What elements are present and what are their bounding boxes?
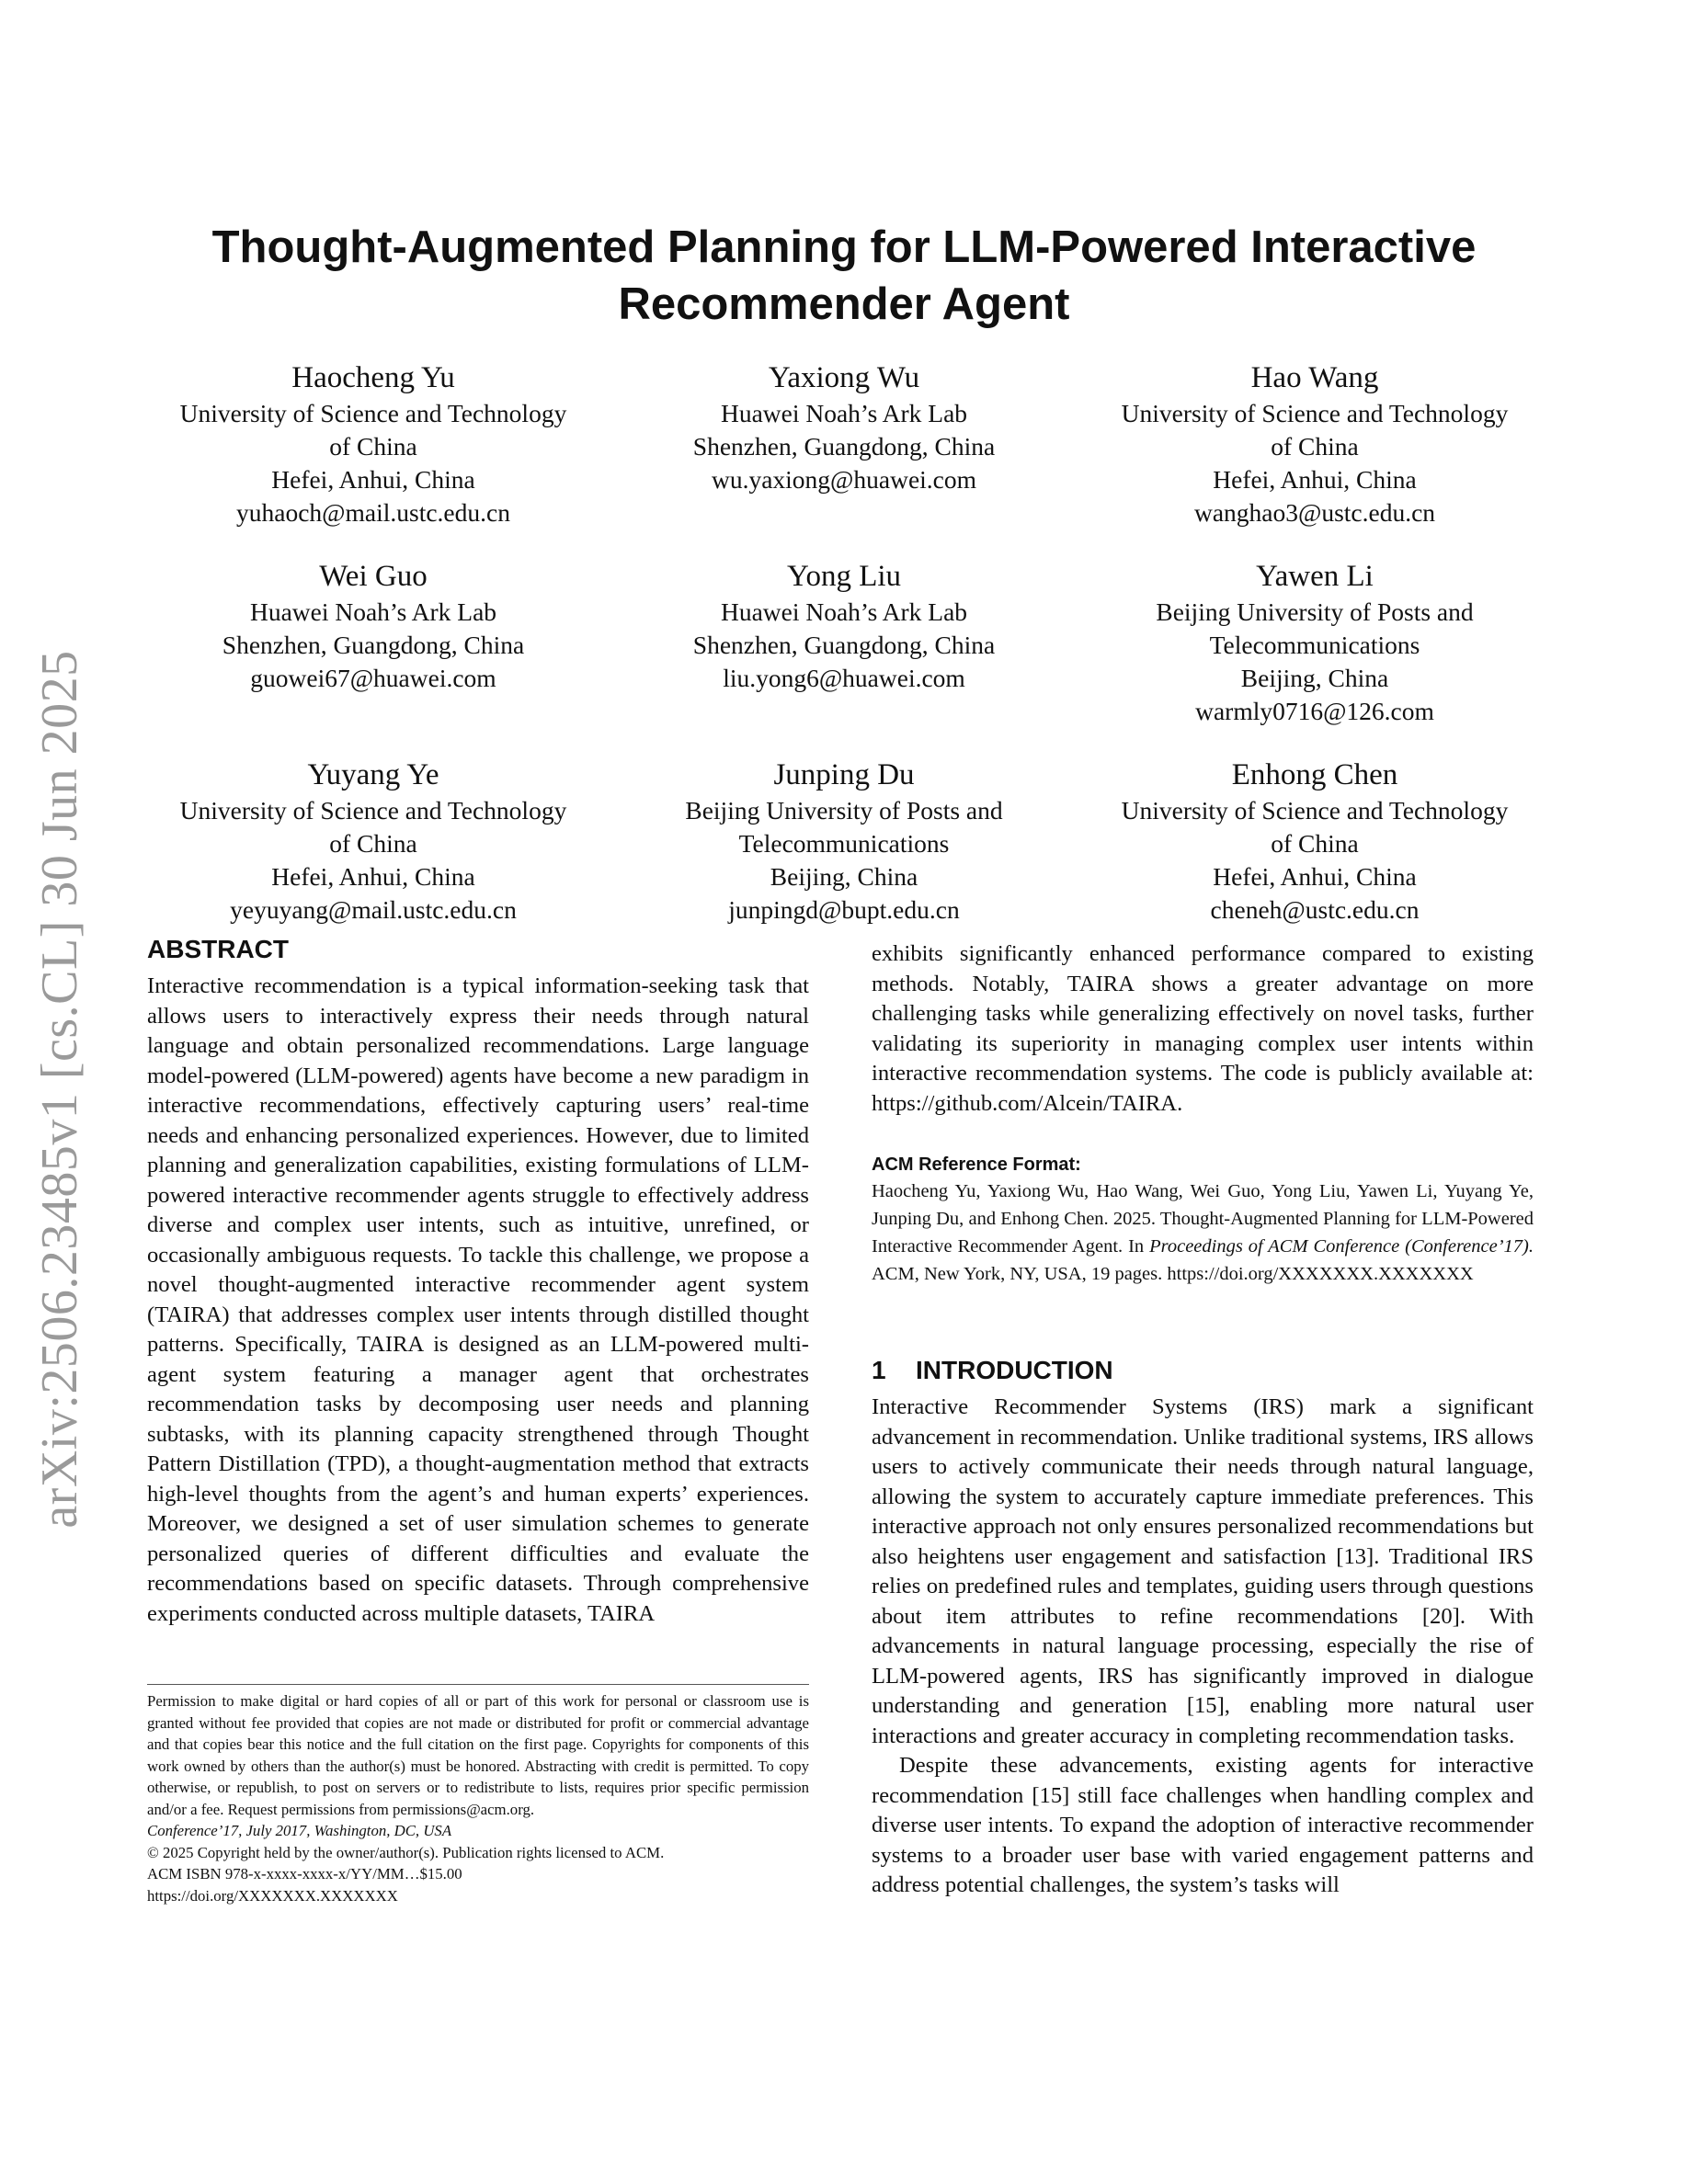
author-affiliation: Huawei Noah’s Ark Lab: [720, 399, 968, 427]
author-block: [138, 358, 1550, 927]
conference-info: Conference’17, July 2017, Washington, DC, USA: [147, 1822, 452, 1839]
author-location: Shenzhen, Guangdong, China: [692, 432, 996, 461]
author-email: junpingd@bupt.edu.cn: [728, 895, 960, 924]
author-affiliation: Telecommunications: [1209, 631, 1420, 659]
author-email: wanghao3@ustc.edu.cn: [1193, 498, 1436, 527]
introduction-paragraph: Interactive Recommender Systems (IRS) mark a significant advancement in recommendation. Unlike traditional systems, IRS allows users to actively communicate their needs through natural language, allowing the system to accurately capture immediate preferences. This interactive approach not only ensures personalized recommendations but also heightens user engagement and satisfaction [13]. Traditional IRS relies on predefined rules and templates, guiding users through questions about item attributes to refine recommendations [20]. With advancements in natural language processing, especially the rise of LLM-powered agents, IRS has significantly improved in dialogue understanding and generation [15], enabling more natural user interactions and greater accuracy in completing recommendation tasks.: [872, 1394, 1534, 1748]
abstract-text: Interactive recommendation is a typical information-seeking task that allows users to interactively express their needs through natural language and obtain personalized recommendations. Large language model-powered (LLM-powered) agents have become a new paradigm in interactive recommendations, effectively capturing users’ real-time needs and enhancing personalized experiences. However, due to limited planning and generalization capabilities, existing formulations of LLM-powered interactive recommender agents struggle to effectively address diverse and complex user intents, such as intuitive, unrefined, or occasionally ambiguous requests. To tackle this challenge, we propose a novel thought-augmented interactive recommender agent system (TAIRA) that addresses complex user intents through distilled thought patterns. Specifically, TAIRA is designed as an LLM-powered multi-agent system featuring a manager agent that orchestrates recommendation tasks by decomposing user needs and planning subtasks, with its planning capacity strengthened through Thought Pattern Distillation (TPD), a thought-augmentation method that extracts high-level thoughts from the agent’s and human experts’ experiences. Moreover, we designed a set of user simulation schemes to generate personalized queries of different difficulties and evaluate the recommendations based on specific datasets. Through comprehensive experiments conducted across multiple datasets, TAIRA: [147, 973, 809, 1626]
arxiv-identifier-text: arXiv:2506.23485v1 [cs.CL] 30 Jun 2025: [31, 650, 88, 1529]
copyright-footnote: [147, 1684, 809, 1906]
author-location: Hefei, Anhui, China: [1213, 862, 1417, 891]
author-affiliation: of China: [329, 829, 417, 858]
author-affiliation: of China: [329, 432, 417, 461]
abstract-text-continued: exhibits significantly enhanced performance compared to existing methods. Notably, TAIRA shows a greater advantage on more challenging tasks while generalizing effectively on novel tasks, further validating its superiority in managing complex user intents within interactive recommendation systems. The code is publicly available at: https://github.com/Alcein/TAIRA.: [872, 941, 1534, 1116]
author-affiliation: University of Science and Technology: [1121, 796, 1509, 825]
author-location: Beijing, China: [1240, 664, 1389, 692]
author-name: Hao Wang: [1250, 361, 1379, 394]
author-card: [1079, 756, 1550, 927]
acm-reference-heading: ACM Reference Format:: [872, 1155, 1081, 1175]
right-column: [872, 939, 1534, 1901]
author-affiliation: of China: [1271, 829, 1359, 858]
author-card: [138, 557, 609, 728]
author-card: [138, 756, 609, 927]
author-affiliation: Huawei Noah’s Ark Lab: [249, 597, 497, 626]
author-card: [1079, 358, 1550, 529]
author-affiliation: Beijing University of Posts and: [1156, 597, 1474, 626]
permission-notice: Permission to make digital or hard copies of all or part of this work for personal or classroom use is granted without fee provided that copies are not made or distributed for profit or commercial advantage and that copies bear this notice and the full citation on the first page. Copyrights for components of this work owned by others than the author(s) must be honored. Abstracting with credit is permitted. To copy otherwise, or republish, to post on servers or to redistribute to lists, requires prior specific permission and/or a fee. Request permissions from permissions@acm.org.: [147, 1692, 809, 1818]
doi-link[interactable]: https://doi.org/XXXXXXX.XXXXXXX: [147, 1886, 398, 1905]
author-email: cheneh@ustc.edu.cn: [1210, 895, 1420, 924]
paper-title: Thought-Augmented Planning for LLM-Powered Interactive Recommender Agent: [211, 222, 1477, 329]
author-email: liu.yong6@huawei.com: [723, 664, 965, 692]
left-column: [147, 933, 809, 1629]
copyright-notice: © 2025 Copyright held by the owner/author(s). Publication rights licensed to ACM.: [147, 1843, 665, 1861]
author-email: guowei67@huawei.com: [250, 664, 496, 692]
author-location: Hefei, Anhui, China: [1213, 465, 1417, 494]
author-affiliation: Huawei Noah’s Ark Lab: [720, 597, 968, 626]
section-title: INTRODUCTION: [916, 1356, 1113, 1384]
author-card: [609, 756, 1079, 927]
section-number: 1: [872, 1356, 886, 1384]
acm-reference-authors: Haocheng Yu, Yaxiong Wu, Hao Wang, Wei Guo, Yong Liu, Yawen Li, Yuyang Ye, Junping Du, and Enhong Chen. 2025. Thought-Augmented Planning for LLM-Powered Interactive Recommender Agent. In: [872, 1181, 1534, 1257]
author-name: Yuyang Ye: [307, 758, 439, 791]
author-card: [1079, 557, 1550, 728]
author-name: Yaxiong Wu: [768, 361, 920, 394]
author-name: Yong Liu: [786, 560, 902, 593]
introduction-heading: [872, 1354, 1534, 1387]
author-affiliation: University of Science and Technology: [1121, 399, 1509, 427]
introduction-paragraph: Despite these advancements, existing agents for interactive recommendation [15] still face challenges when handling complex and diverse user intents. To expand the adoption of interactive recommender systems to a broader user base with varied engagement patterns and address potential challenges, the system’s tasks will: [872, 1753, 1534, 1897]
author-name: Wei Guo: [319, 560, 428, 593]
author-card: [138, 358, 609, 529]
isbn-info: ACM ISBN 978-x-xxxx-xxxx-x/YY/MM…$15.00: [147, 1865, 462, 1883]
author-card: [609, 557, 1079, 728]
author-location: Shenzhen, Guangdong, China: [692, 631, 996, 659]
acm-reference-text: [872, 1177, 1534, 1288]
acm-reference-details: ACM, New York, NY, USA, 19 pages. https://doi.org/XXXXXXX.XXXXXXX: [872, 1264, 1474, 1284]
author-location: Hefei, Anhui, China: [271, 465, 475, 494]
author-name: Yawen Li: [1256, 560, 1374, 593]
author-affiliation: Telecommunications: [738, 829, 950, 858]
author-affiliation: of China: [1271, 432, 1359, 461]
author-email: warmly0716@126.com: [1195, 697, 1434, 725]
author-card: [609, 358, 1079, 529]
author-email: yeyuyang@mail.ustc.edu.cn: [230, 895, 517, 924]
author-affiliation: Beijing University of Posts and: [685, 796, 1003, 825]
author-name: Enhong Chen: [1231, 758, 1398, 791]
author-affiliation: University of Science and Technology: [179, 399, 567, 427]
author-affiliation: University of Science and Technology: [179, 796, 567, 825]
author-name: Junping Du: [773, 758, 915, 791]
author-email: yuhaoch@mail.ustc.edu.cn: [236, 498, 510, 527]
author-location: Shenzhen, Guangdong, China: [222, 631, 525, 659]
arxiv-identifier: [28, 607, 92, 1572]
author-location: Hefei, Anhui, China: [271, 862, 475, 891]
author-email: wu.yaxiong@huawei.com: [711, 465, 977, 494]
acm-reference-venue: Proceedings of ACM Conference (Conference’17).: [1149, 1236, 1534, 1257]
author-name: Haocheng Yu: [291, 361, 455, 394]
abstract-heading: ABSTRACT: [147, 935, 289, 963]
author-location: Beijing, China: [770, 862, 918, 891]
